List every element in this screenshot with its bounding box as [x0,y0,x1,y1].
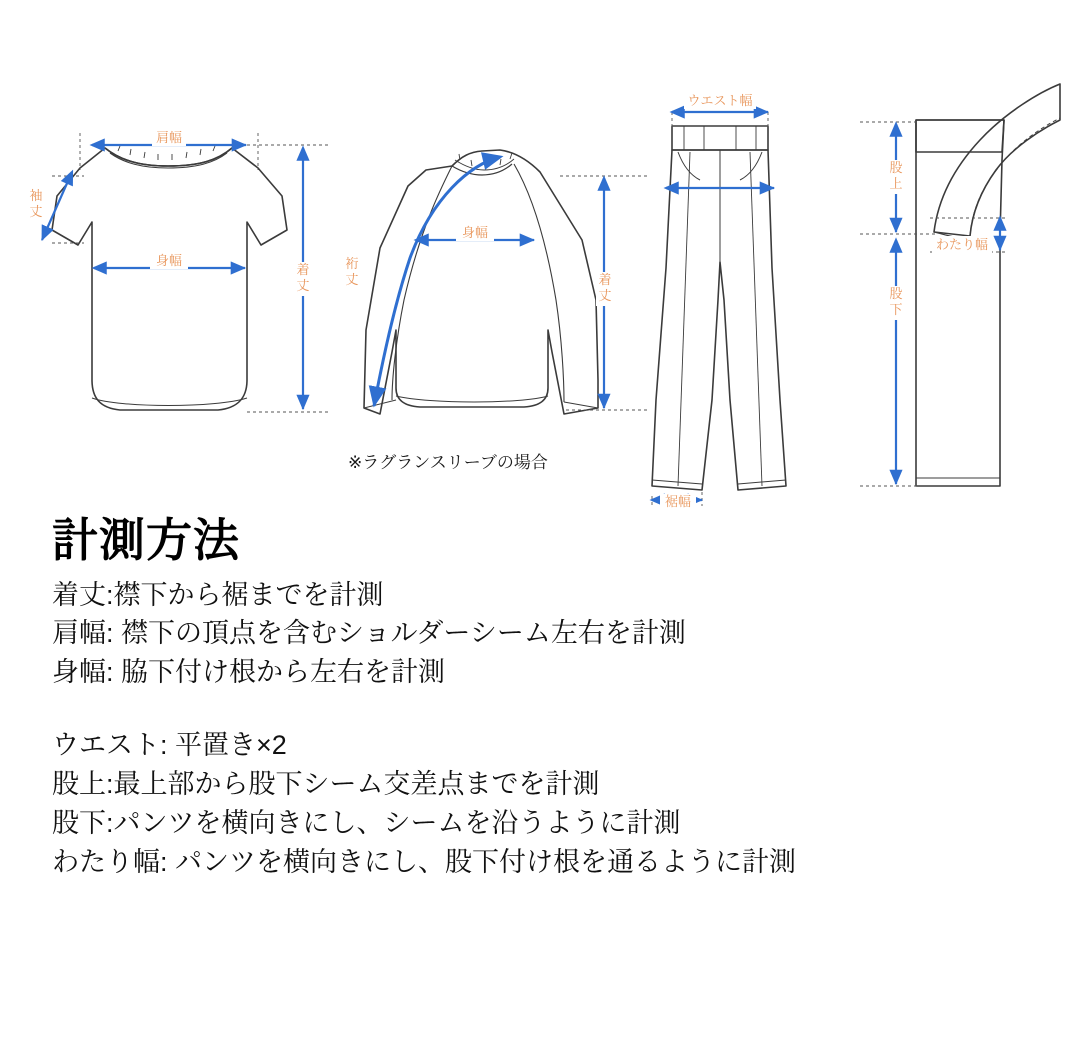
arrow-sleeve-length [26,172,72,240]
label-raglan-sleeve-1: 裄 [345,256,359,271]
label-body-width-tshirt: 身幅 [155,253,183,268]
label-inseam-2: 下 [889,302,903,317]
label-thigh-width: わたり幅 [935,237,989,252]
label-body-length-raglan-2: 丈 [598,288,612,303]
label-sleeve-length-2: 丈 [29,204,43,219]
raglan-illustration [364,150,598,414]
arrow-body-length-tshirt [294,148,313,409]
instruction-line-thigh: わたり幅: パンツを横向きにし、股下付け根を通るように計測 [52,846,797,877]
instruction-line-shoulder-width: 肩幅: 襟下の頂点を含むショルダーシーム左右を計測 [52,618,686,649]
instruction-line-inseam: 股下:パンツを横向きにし、シームを沿うように計測 [52,807,681,838]
instruction-line-rise: 股上:最上部から股下シーム交差点までを計測 [52,769,600,800]
diagram-svg [0,0,1080,510]
label-sleeve-length-1: 袖 [29,188,43,203]
page-title: 計測方法 [52,514,240,566]
arrow-hem-width [652,494,702,510]
label-waist-width: ウエスト幅 [687,93,753,108]
label-rise-1: 股 [889,160,903,175]
pants-side-guides [860,122,1006,486]
arrow-body-width-tshirt [94,252,245,269]
instruction-line-body-length: 着丈:襟下から裾までを計測 [52,579,384,610]
tshirt-illustration [52,146,287,410]
instructions-block [52,515,1052,882]
label-body-length-tshirt-2: 丈 [296,278,310,293]
label-body-length-raglan-1: 着 [598,272,612,287]
arrow-shoulder-width [92,129,246,146]
label-body-length-tshirt-1: 着 [296,262,310,277]
pants-front-illustration [652,126,786,490]
label-raglan-sleeve-2: 丈 [345,272,359,287]
arrow-body-width-raglan [416,224,534,241]
label-inseam-1: 股 [889,286,903,301]
pants-side-illustration [916,84,1060,486]
arrow-inseam [887,240,906,484]
label-shoulder-width: 肩幅 [155,130,183,145]
label-body-width-raglan: 身幅 [461,225,489,240]
arrow-rise [887,124,906,232]
raglan-note: ※ラグランスリーブの場合 [348,453,548,472]
arrow-body-length-raglan [596,178,615,408]
measurement-diagram [0,0,1080,510]
section-spacer [52,692,1052,726]
instruction-line-body-width: 身幅: 脇下付け根から左右を計測 [52,657,446,688]
instruction-line-waist: ウエスト: 平置き×2 [52,730,287,761]
arrow-waist-width [672,92,768,112]
label-hem-width: 裾幅 [664,494,692,509]
label-rise-2: 上 [889,176,903,191]
tshirt-guides [52,133,330,412]
